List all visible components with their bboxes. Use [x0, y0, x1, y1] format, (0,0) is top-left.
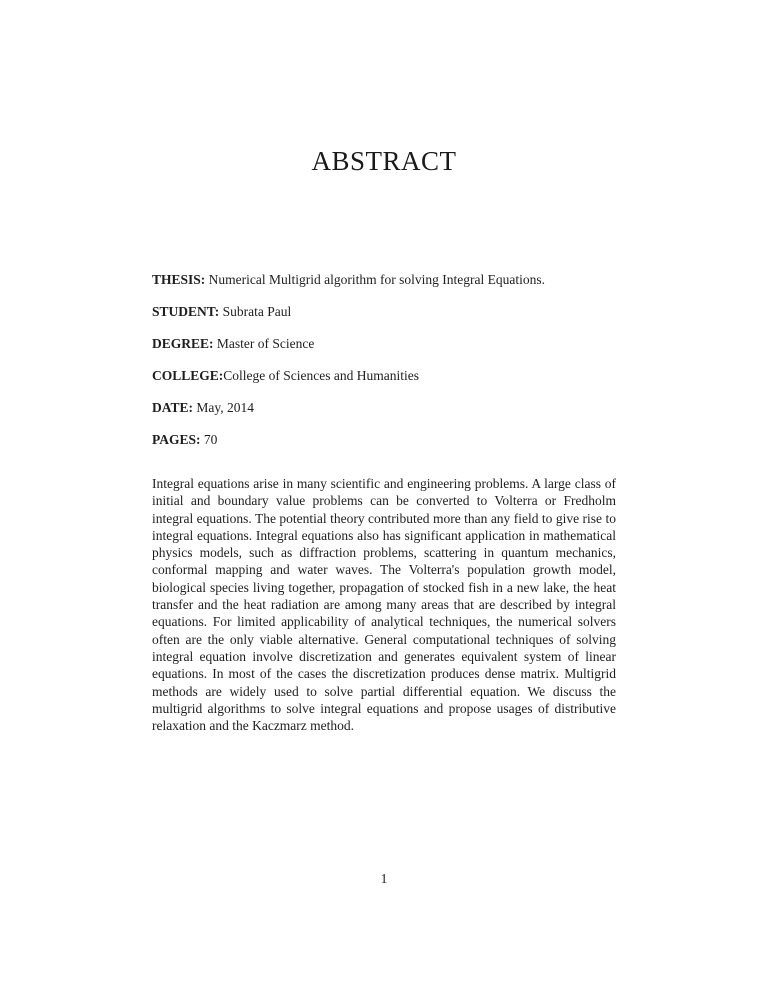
meta-section — [152, 271, 616, 448]
page-title: ABSTRACT — [311, 146, 457, 176]
text-block — [152, 0, 616, 734]
meta-label-thesis: THESIS: — [152, 272, 206, 287]
meta-row-thesis — [152, 271, 616, 288]
meta-row-degree — [152, 335, 616, 352]
meta-value-student: Subrata Paul — [219, 304, 292, 319]
meta-value-pages: 70 — [200, 432, 218, 447]
meta-label-date: DATE: — [152, 400, 194, 415]
meta-row-student — [152, 303, 616, 320]
abstract-body: Integral equations arise in many scientific and engineering problems. A large class of initial and boundary value problems can be converted to Volterra or Fredholm integral equations. The potential theory contributed more than any field to give rise to integral equations. Integral equations also has significant application in mathematical physics models, such as diffraction problems, scattering in quantum mechanics, conformal mapping and water waves. The Volterra's population growth model, biological species living together, propagation of stocked fish in a new lake, the heat transfer and the heat radiation are among many areas that are described by integral equations. For limited applicability of analytical techniques, the numerical solvers often are the only viable alternative. General computational techniques of solving integral equation involve discretization and generates equivalent system of linear equations. In most of the cases the discretization produces dense matrix. Multigrid methods are widely used to solve partial differential equation. We discuss the multigrid algorithms to solve integral equations and propose usages of distributive relaxation and the Kaczmarz method. — [152, 476, 616, 734]
meta-value-college: College of Sciences and Humanities — [223, 368, 419, 383]
meta-value-degree: Master of Science — [213, 336, 315, 351]
meta-row-pages — [152, 431, 616, 448]
meta-row-college — [152, 367, 616, 384]
meta-label-pages: PAGES: — [152, 432, 201, 447]
meta-value-date: May, 2014 — [193, 400, 255, 415]
page-number: 1 — [380, 871, 388, 886]
meta-row-date — [152, 399, 616, 416]
meta-label-student: STUDENT: — [152, 304, 220, 319]
meta-value-thesis: Numerical Multigrid algorithm for solving Integral Equations. — [205, 272, 545, 287]
meta-label-degree: DEGREE: — [152, 336, 214, 351]
meta-label-college: COLLEGE: — [152, 368, 224, 383]
